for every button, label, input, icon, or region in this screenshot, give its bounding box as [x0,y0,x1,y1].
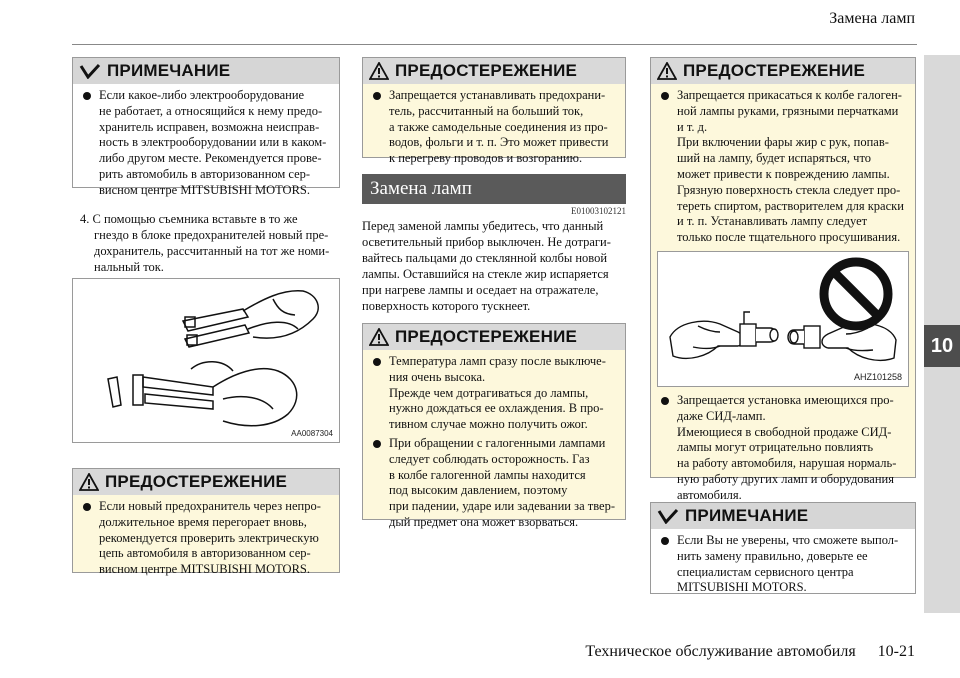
note-pencil-icon [79,63,101,79]
warning-heading: ПРЕДОСТЕРЕЖЕНИЕ [651,58,915,84]
warning-triangle-icon [657,62,677,80]
intro-paragraph: Перед заменой лампы убедитесь, что данный осветительный прибор выключен. Не дотраги- вайтесь пальцами до стеклянной колбы новой лампы. Оставшийся на стекле жир испаряется при нагреве лампы и оседает на отражателе, поверхность которого тускнеет. [362,219,611,313]
note-list [651,529,915,605]
warning-heading: ПРЕДОСТЕРЕЖЕНИЕ [363,58,625,84]
footer-section-title: Техническое обслуживание автомобиля [585,643,856,660]
warning-item: Температура ламп сразу после выключе- ния очень высока. Прежде чем дотрагиваться до лампы, нужно дождаться ее охлаждения. В про- тивном случае можно получить ожог. [373,354,617,433]
warning-list [651,393,915,513]
figure-caption: AA0087304 [291,429,333,438]
note-heading: ПРИМЕЧАНИЕ [73,58,339,84]
warning-box-fuse-repeat [72,468,340,577]
halogen-bulb-figure [657,251,909,387]
warning-triangle-icon [369,62,389,80]
section-code: E01003102121 [571,206,626,216]
step-4-text: 4. С помощью съемника вставьте в то же гнездо в блоке предохранителей новый пре- дохранитель, рассчитанный на тот же номи- нальный ток. [80,212,330,274]
page-header-title: Замена ламп [829,10,915,27]
page-number: 10-21 [877,643,915,660]
warning-item: При обращении с галогенными лампами следует соблюдать осторожность. Газ в колбе галогенной лампы находится под высоким давлением, поэтому при падении, ударе или задевании за твер- дый предмет она может взорваться. [373,436,617,531]
warning-item: Запрещается прикасаться к колбе галоген- ной лампы руками, грязными перчатками и т. д. При включении фары жир с рук, попав- ший на лампу, будет испаряться, что может привести к повреждению лампы. Грязную поверхность стекла следует про- тереть спиртом, растворителем для краски и т. п. Устанавливать лампу следует только после тщательного просушивания. [661,88,907,246]
header-rule [72,44,917,45]
warning-heading: ПРЕДОСТЕРЕЖЕНИЕ [73,469,339,495]
fuse-puller-illustration [73,279,339,442]
warning-item: Запрещается установка имеющихся про- даже СИД-ламп. Имеющиеся в свободной продаже СИД- лампы могут отрицательно повлиять на работу автомобиля, нарушая нормаль- ную работу других ламп и оборудования автомобиля. [661,393,907,504]
warning-triangle-icon [79,473,99,491]
chapter-number-tab: 10 [924,325,960,367]
note-pencil-icon [657,508,679,524]
note-item: Если Вы не уверены, что сможете выпол- нить замену правильно, доверьте ее специалистам сервисного центра MITSUBISHI MOTORS. [661,533,907,596]
warning-list [363,350,625,540]
warning-list [651,84,915,251]
figure-caption: AHZ101258 [853,371,902,382]
section-heading-bar: Замена ламп [362,174,626,204]
warning-box-halogen-touch [650,57,916,502]
warning-item: Запрещается устанавливать предохрани- тель, рассчитанный на больший ток, а также самодельные соединения из про- водов, фольги и т. п. Это может привести к перегреву проводов и возгоранию. [373,88,617,167]
page-footer [585,643,915,661]
note-list [73,84,339,208]
note-box-service [650,502,916,594]
warning-box-lamp-temperature [362,323,626,529]
note-item: Если какое-либо электрооборудование не работает, а относящийся к нему предо- хранитель исправен, возможна неисправ- ность в электрооборудовании или в каком- либо другом месте. Рекомендуется прове- рить автомобиль в авторизованном сер- висном центре MITSUBISHI MOTORS. [83,88,331,199]
warning-heading: ПРЕДОСТЕРЕЖЕНИЕ [363,324,625,350]
warning-box-fuse-rating [362,57,626,166]
note-heading: ПРИМЕЧАНИЕ [651,503,915,529]
warning-triangle-icon [369,328,389,346]
note-box-fuse [72,57,340,197]
halogen-bulb-illustration [658,252,908,386]
warning-item: Если новый предохранитель через непро- должительное время перегорает вновь, рекомендуется проверить электрическую цепь автомобиля в авторизованном сер- висном центре MITSUBISHI MOTORS. [83,499,331,578]
warning-list [363,84,625,176]
warning-list [73,495,339,587]
fuse-puller-figure [72,278,340,443]
